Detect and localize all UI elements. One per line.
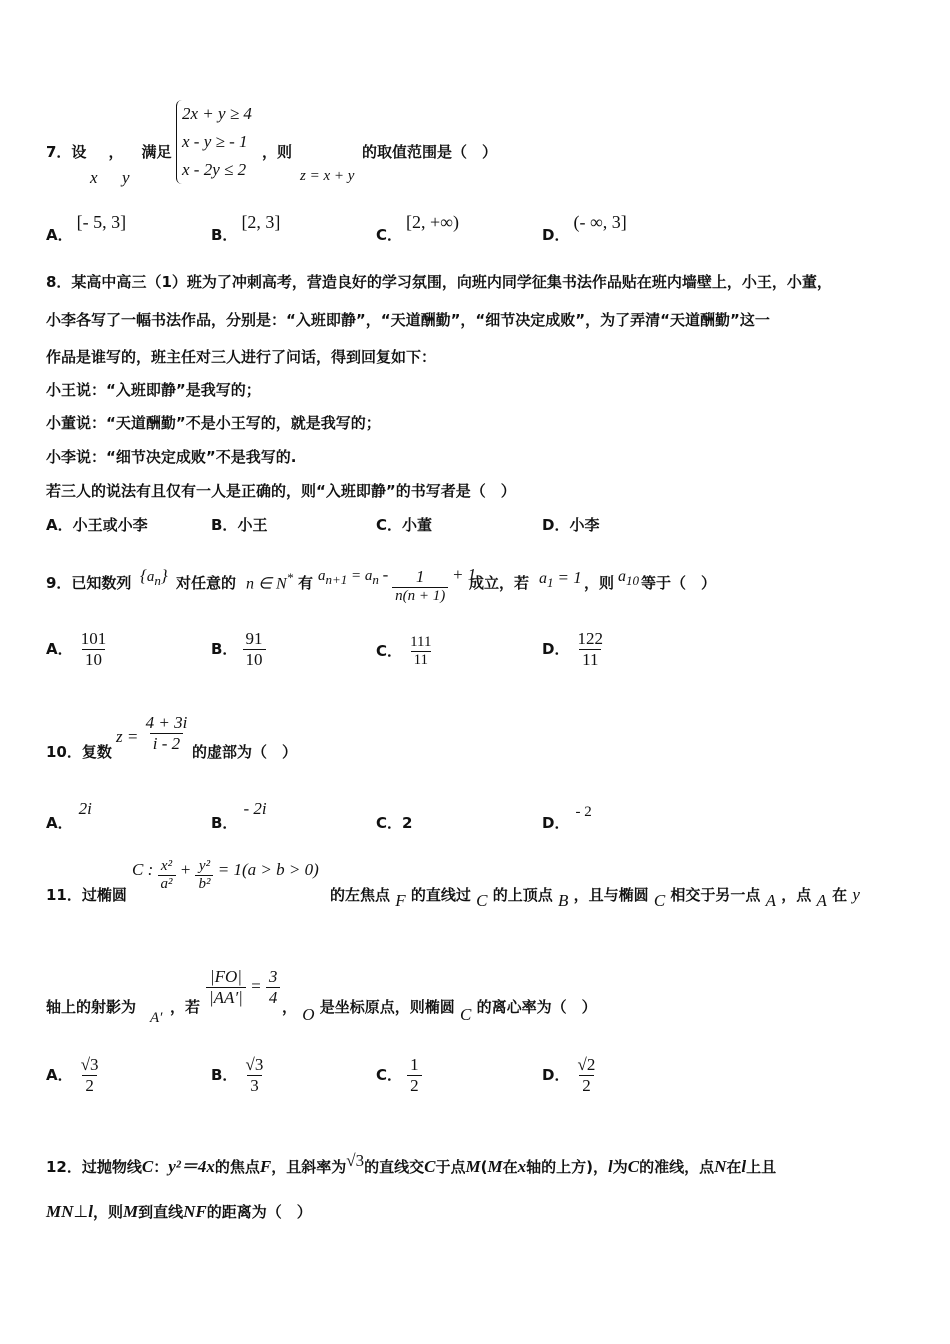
q9-option-c[interactable]: C． $\frac{111}{11}$ — [376, 634, 432, 668]
q9-a10: $a_{10}$ — [618, 568, 639, 589]
q11-ellipse-equation: C : $\frac{\text{x²}}{\text{a²}}$ + $\frac{\text{y²}}{\text{b²}}$ = 1(a > b > 0) — [132, 858, 319, 892]
q9-ask: 等于（ ） — [641, 574, 717, 592]
q10-option-d[interactable]: D．- 2 — [542, 804, 592, 832]
q8-line-2: 小李各写了一幅书法作品，分别是：“入班即静”，“天道酬勤”，“细节决定成败”，为了弄清“天道酬勤”这一 — [46, 311, 770, 329]
q8-option-b[interactable]: B．小王 — [211, 516, 268, 534]
q9-option-d[interactable]: D． $\frac{122}{11}$ — [542, 629, 604, 669]
q8-option-d[interactable]: D．小李 — [542, 516, 600, 534]
q9-have: 有 — [298, 574, 314, 592]
q11-line2-a: 轴上的射影为 — [46, 998, 137, 1016]
q8-line-5: 小董说：“天道酬勤”不是小王写的，就是我写的； — [46, 414, 381, 432]
q8-line-6: 小李说：“细节决定成败”不是我写的. — [46, 448, 297, 466]
q11-line2-b: ，若 — [170, 998, 201, 1016]
q11-projection: A′ — [150, 1010, 163, 1026]
q9-recurrence: $a_{n+1} = a_n$ - $\frac{1}{n(n + 1)}$ + 1 — [318, 564, 477, 604]
q9-holds: 成立，若 — [469, 574, 530, 592]
q7-option-d[interactable]: D．(- ∞, 3] — [542, 212, 627, 244]
q9-stem-a: 9．已知数列 — [46, 574, 132, 592]
q7-objective: z = x + y — [300, 168, 355, 184]
q11-stem: 11．过椭圆 — [46, 886, 127, 904]
q7-var-x: x — [90, 168, 98, 187]
q7-var-y: y — [122, 168, 130, 187]
q11-line2-c: ， O 是坐标原点，则椭圆 C 的离心率为（ ） — [282, 998, 597, 1024]
q9-option-a[interactable]: A． $\frac{101}{10}$ — [46, 629, 107, 669]
q10-ask: 的虚部为（ ） — [192, 743, 298, 761]
q11-line1-text: 的左焦点 F 的直线过 C 的上顶点 B ，且与椭圆 C 相交于另一点 A ，点 A 在 y — [330, 885, 860, 910]
q8-option-a[interactable]: A．小王或小李 — [46, 516, 148, 534]
q9-sequence: $\{a_n\}$ — [140, 566, 168, 588]
q7-option-a[interactable]: A．[- 5, 3] — [46, 212, 127, 244]
q11-option-c[interactable]: C． $\frac{1}{2}$ — [376, 1056, 422, 1095]
q8-line-7: 若三人的说法有且仅有一人是正确的，则“入班即静”的书写者是（ ） — [46, 482, 516, 500]
q11-ratio: $\frac{|FO|}{|AA'|}$ = $\frac{3}{4}$ — [206, 968, 280, 1007]
q9-any: 对任意的 — [176, 574, 237, 592]
q10-option-c[interactable]: C．2 — [376, 814, 413, 832]
q7-ask: 的取值范围是（ ） — [362, 143, 498, 161]
q7-then: ，则 — [262, 143, 293, 161]
q9-a1: $a_1 = 1$ — [539, 568, 582, 591]
q9-option-b[interactable]: B． $\frac{91}{10}$ — [211, 630, 266, 669]
q8-option-c[interactable]: C．小董 — [376, 516, 433, 534]
q10-expression: z = $\frac{4 + 3i}{i - 2}$ — [116, 713, 188, 753]
q8-line-1: 8．某高中高三（1）班为了冲刺高考，营造良好的学习氛围，向班内同学征集书法作品贴在班内墙壁上，小王，小董， — [46, 273, 832, 291]
q10-option-a[interactable]: A．2i — [46, 799, 92, 832]
q11-option-a[interactable]: A． $\frac{√3}{2}$ — [46, 1055, 99, 1095]
q7-option-b[interactable]: B．[2, 3] — [211, 212, 281, 244]
q9-n-in-N: n ∈ N* — [246, 570, 294, 593]
q8-line-3: 作品是谁写的，班主任对三人进行了问话，得到回复如下： — [46, 348, 437, 366]
q7-number: 7．设 — [46, 143, 87, 161]
q7-constraint-system: 2x + y ≥ 4 x - y ≥ - 1 x - 2y ≤ 2 — [176, 100, 252, 184]
q9-then: ，则 — [584, 574, 615, 592]
q10-stem: 10．复数 — [46, 743, 112, 761]
q7-option-c[interactable]: C．[2, +∞) — [376, 212, 459, 244]
q12-line-2: MN⊥l，则M到直线NF的距离为（ ） — [46, 1202, 312, 1221]
q11-option-d[interactable]: D． $\frac{√2}{2}$ — [542, 1055, 596, 1095]
q7-stem: 7．设 ， 满足 — [46, 143, 172, 161]
q11-option-b[interactable]: B． $\frac{√3}{3}$ — [211, 1055, 264, 1095]
q12-line-1: 12．过抛物线C：y²＝4x的焦点F，且斜率为√3的直线交C于点M(M在x轴的上方)，l为C的准线，点N在l上且 — [46, 1151, 777, 1176]
q8-line-4: 小王说：“入班即静”是我写的； — [46, 381, 261, 399]
q10-option-b[interactable]: B．- 2i — [211, 799, 267, 832]
